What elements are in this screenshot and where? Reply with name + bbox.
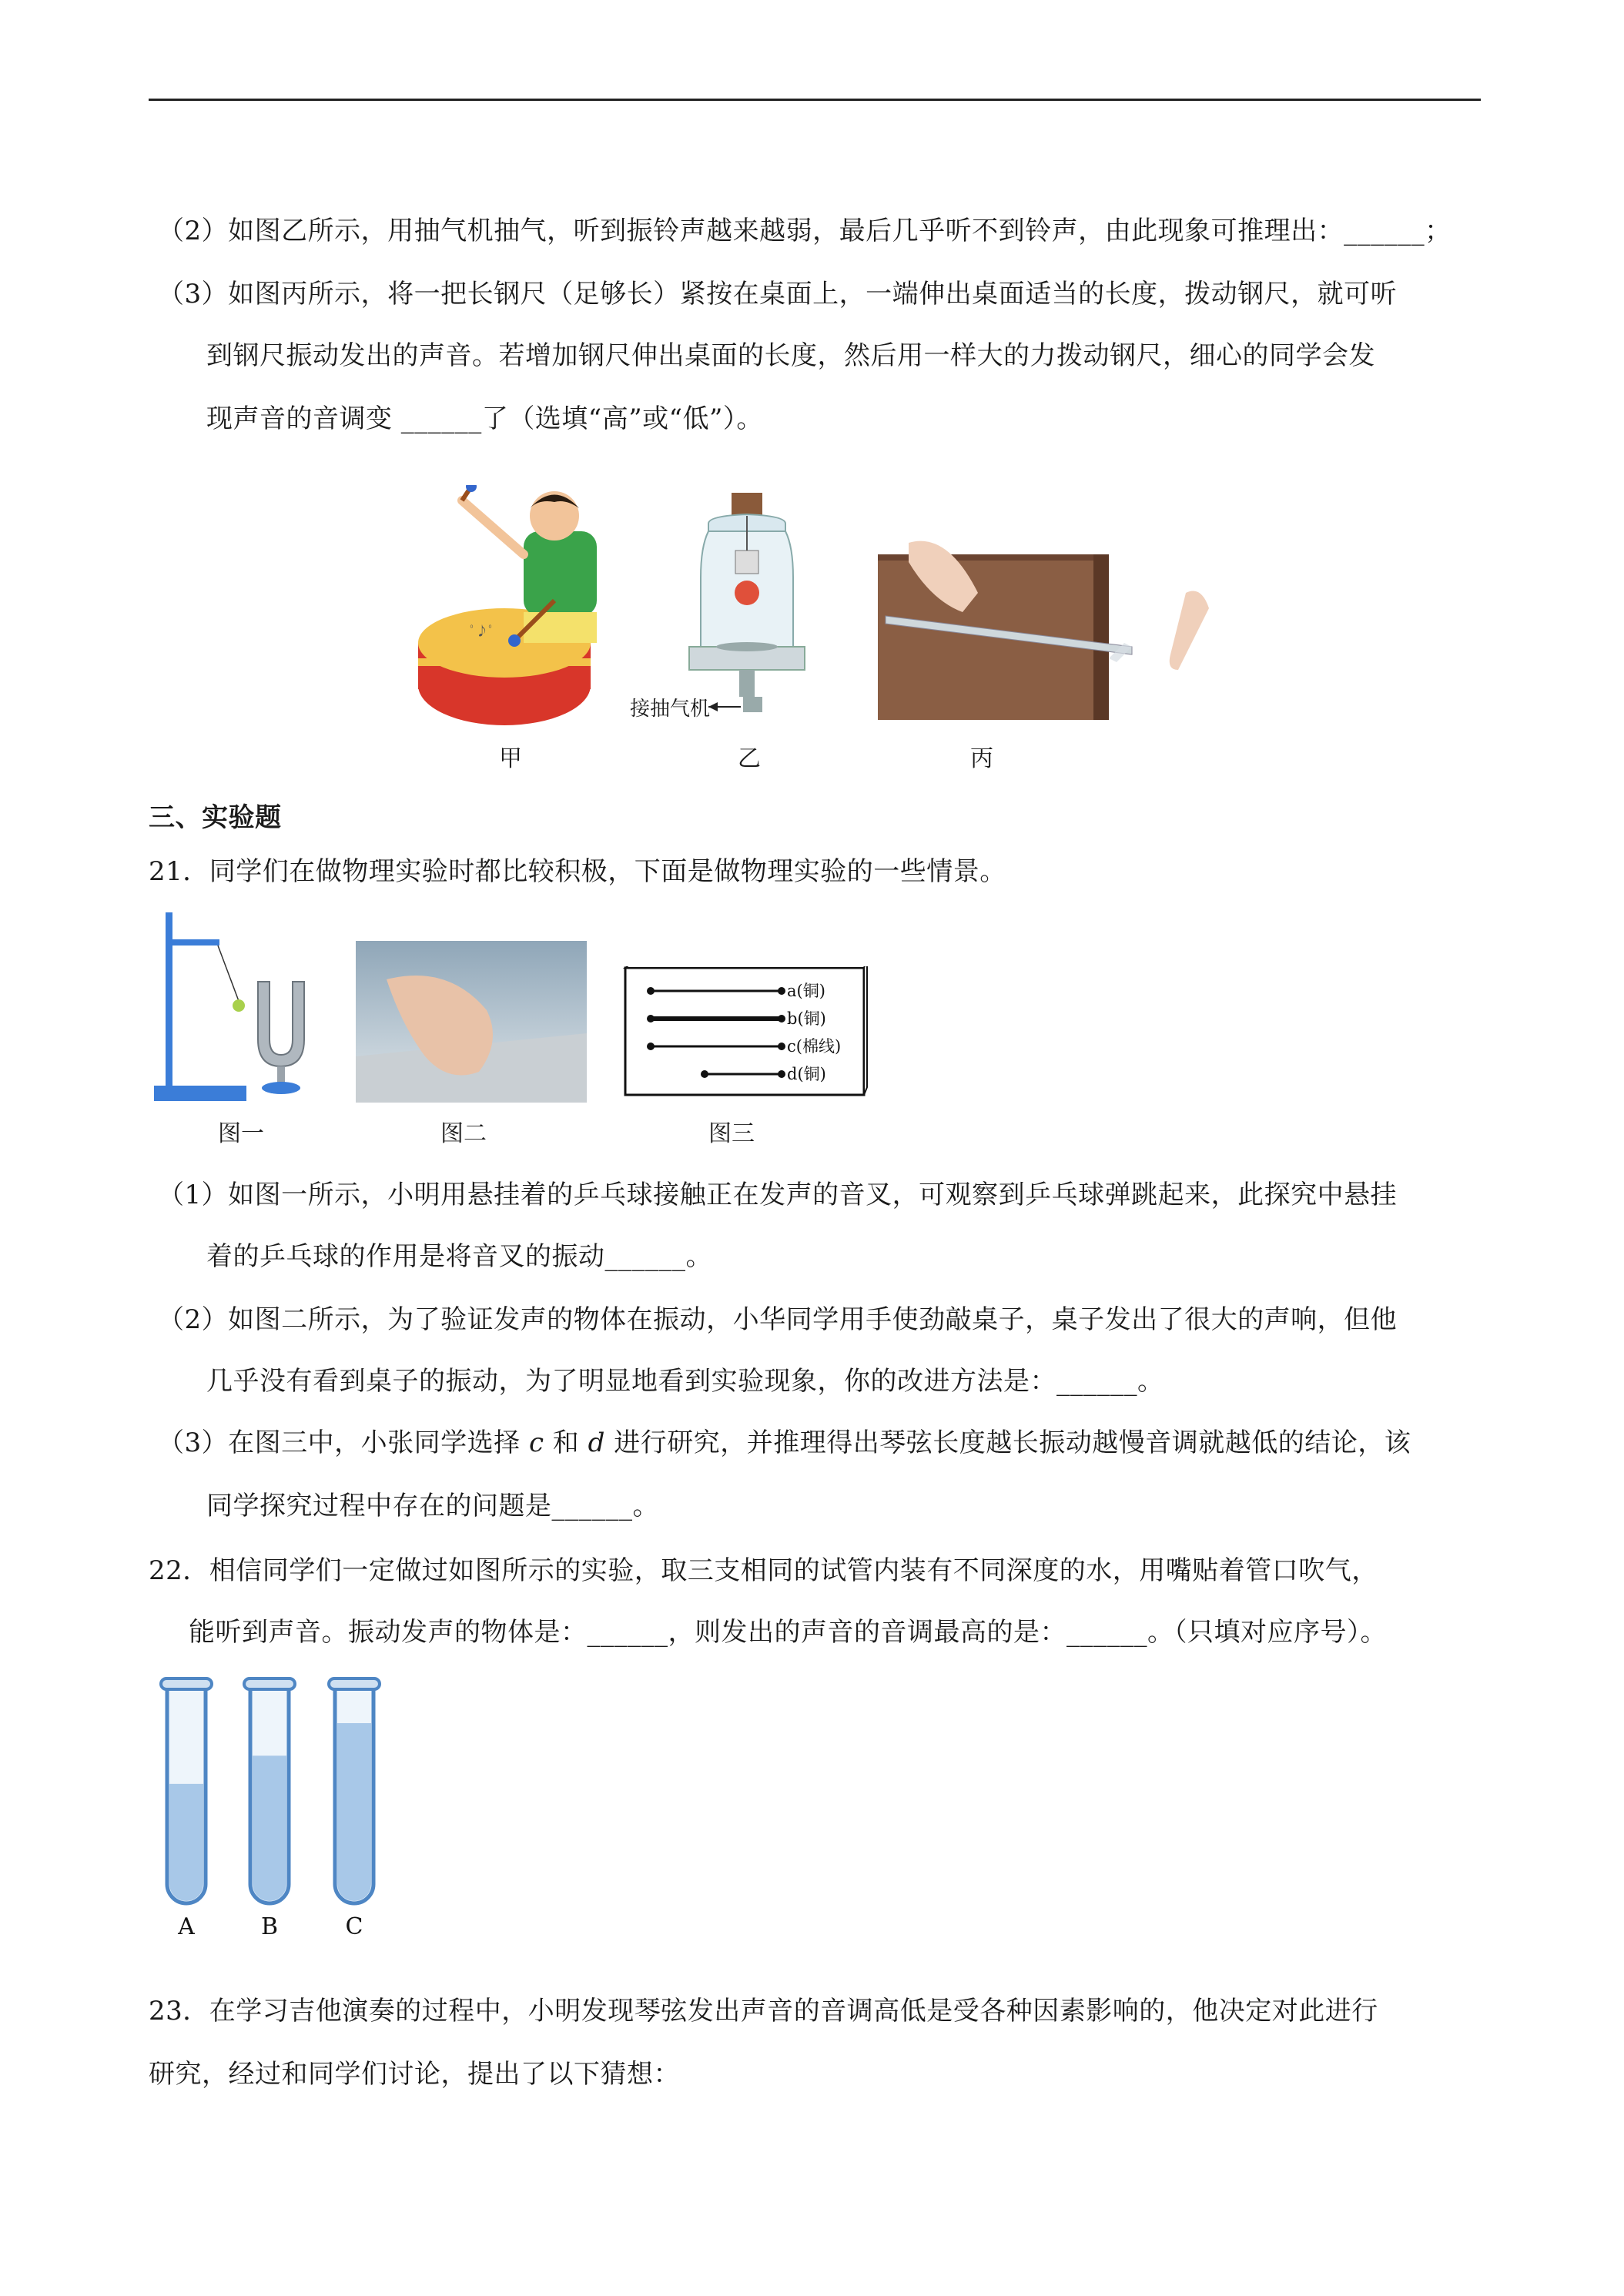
pump-label: 接抽气机 [630, 698, 711, 721]
caption-yi: 乙 [738, 745, 761, 772]
string-d-label: d(铜) [787, 1065, 826, 1083]
q21-part1-line1: （1）如图一所示，小明用悬挂着的乒乓球接触正在发声的音叉，可观察到乒乓球弹跳起来，此探究中悬挂 [158, 1180, 1398, 1210]
q22-line2: 能听到声音。振动发声的物体是：______，则发出的声音的音调最高的是：______。（只填对应序号）。 [189, 1617, 1387, 1648]
q21-part3-line1 [158, 1426, 1411, 1460]
caption-fig2: 图二 [440, 1120, 487, 1147]
string-c-label: c(棉线) [787, 1037, 842, 1056]
figure-test-tubes [150, 1672, 397, 1942]
figure-bing-ruler [878, 539, 1217, 731]
figure-yi-bell-jar [616, 477, 862, 731]
tube-label-c: C [345, 1913, 363, 1940]
caption-jia: 甲 [499, 745, 522, 772]
q21-p3-mid: 和 [544, 1427, 588, 1458]
string-b-label: b(铜) [787, 1009, 826, 1028]
q20-part2: （2）如图乙所示，用抽气机抽气，听到振铃声越来越弱，最后几乎听不到铃声，由此现象可推理出：______； [158, 216, 1452, 246]
tube-water [169, 1784, 203, 1901]
q21-part3-line2: 同学探究过程中存在的问题是______。 [206, 1491, 659, 1521]
q21-part2-line1: （2）如图二所示，为了验证发声的物体在振动，小华同学用手使劲敲桌子，桌子发出了很大的声响，但他 [158, 1304, 1398, 1335]
var-c: c [528, 1427, 544, 1458]
tube-label-a: A [178, 1913, 195, 1940]
svg-text:ﾟ♪ﾟ: ﾟ♪ﾟ [470, 624, 495, 638]
q20-part3-line3: 现声音的音调变 ______了（选填“高”或“低”）。 [206, 403, 763, 434]
figure-jia-drum [416, 485, 616, 731]
tube-rim [244, 1678, 295, 1689]
tube-water [253, 1755, 286, 1901]
q20-part3-line2: 到钢尺振动发出的声音。若增加钢尺伸出桌面的长度，然后用一样大的力拨动钢尺，细心的同学会发 [206, 340, 1375, 371]
caption-bing: 丙 [970, 745, 993, 772]
q21-part2-line2: 几乎没有看到桌子的振动，为了明显地看到实验现象，你的改进方法是：______。 [206, 1366, 1164, 1397]
string-a-label: a(铜) [787, 982, 825, 1000]
q20-part3-line1: （3）如图丙所示，将一把长钢尺（足够长）紧按在桌面上，一端伸出桌面适当的长度，拨动钢尺，就可听 [158, 279, 1398, 310]
q21-part1-line2: 着的乒乓球的作用是将音叉的振动______。 [206, 1241, 712, 1272]
q21-p3-pre: （3）在图三中，小张同学选择 [158, 1427, 529, 1458]
q21-intro: 21．同学们在做物理实验时都比较积极，下面是做物理实验的一些情景。 [149, 856, 1006, 887]
tube-label-b: B [260, 1913, 279, 1940]
q23-line2: 研究，经过和同学们讨论，提出了以下猜想： [149, 2059, 680, 2090]
tube-rim [329, 1678, 380, 1689]
figure-3-strings-board [616, 966, 870, 1101]
q22-line1: 22．相信同学们一定做过如图所示的实验，取三支相同的试管内装有不同深度的水，用嘴贴着管口吹气， [149, 1555, 1378, 1586]
q23-line1: 23．在学习吉他演奏的过程中，小明发现琴弦发出声音的音调高低是受各种因素影响的，他决定对此进行 [149, 1996, 1378, 2027]
caption-fig3: 图三 [708, 1120, 755, 1147]
tube-rim [161, 1678, 212, 1689]
var-d: d [588, 1427, 605, 1458]
figure-2-fist-table [356, 941, 587, 1103]
header-rule [149, 99, 1481, 101]
tube-water [337, 1723, 371, 1901]
q21-p3-post: 进行研究，并推理得出琴弦长度越长振动越慢音调就越低的结论，该 [604, 1427, 1411, 1458]
section-heading: 三、实验题 [149, 802, 282, 833]
figure-1-tuning-fork [150, 909, 327, 1109]
caption-fig1: 图一 [218, 1120, 264, 1147]
